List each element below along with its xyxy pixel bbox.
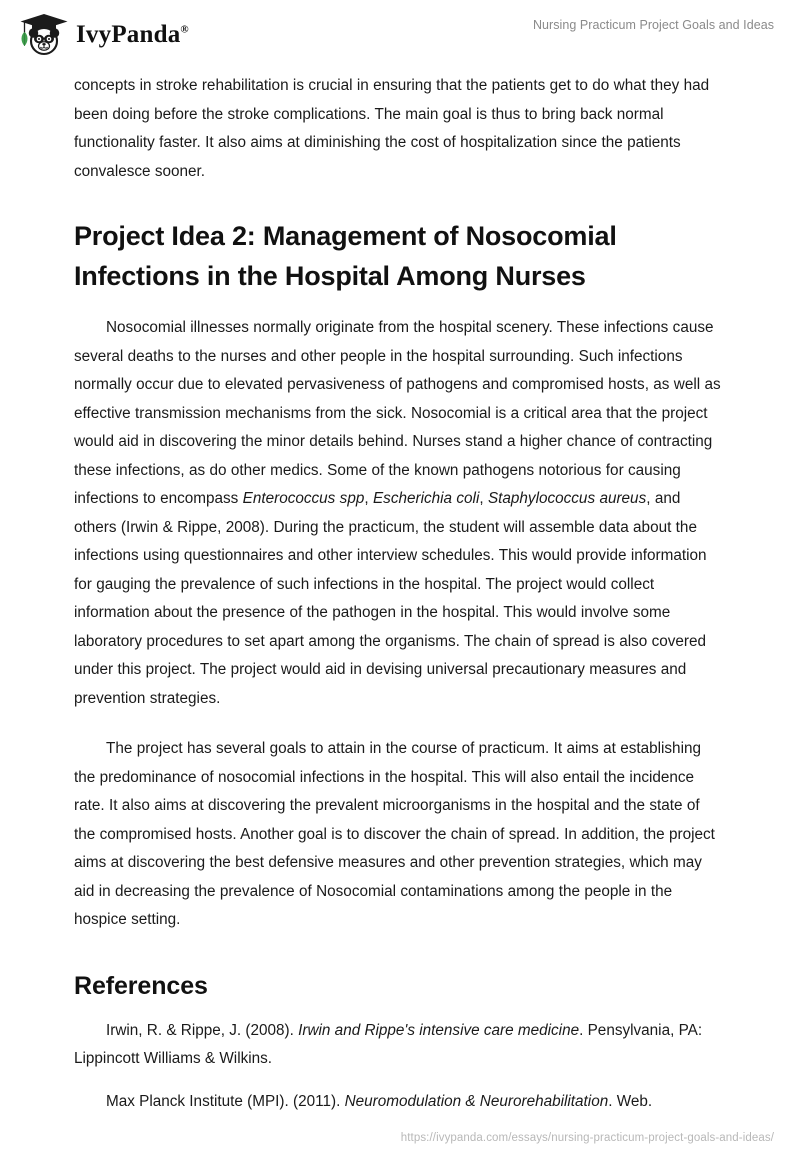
document-content [74,72,724,1130]
registered-mark: ® [180,23,189,36]
brand-name-text: IvyPanda [76,20,181,48]
brand-logo-link[interactable] [18,12,189,56]
continued-paragraph: concepts in stroke rehabilitation is crucial in ensuring that the patients get to do what they had been doing before the stroke complications. The main goal is thus to bring back normal functionality faster. It also aims at diminishing the cost of hospitalization since the patients convalesce sooner. [74,77,710,180]
reference-suffix: . Pensylvania, PA: Lippincott Williams & Wilkins. [74,1021,703,1067]
paragraph-text-part-1: Nosocomial illnesses normally originate from the hospital scenery. These infections cause several deaths to the nurses and other people in the hospital surrounding. Such infections normally occur due to elevated pervasiveness of pathogens and compromised hosts, as well as effective transmission mechanisms from the sick. Nosocomial is a critical area that the project would aid in discovering the minor details behind. Nurses stand a higher chance of contracting these infections, as do other medics. Some of the known pathogens notorious for causing infections to encompass [74,319,721,507]
separator-2: , [479,490,488,507]
paragraph-text-part-2: , and others (Irwin & Rippe, 2008). During the practicum, the student will assemble data about the infections using questionnaires and other interview schedules. This would provide information for gauging the prevalence of such infections in the hospital. The project would collect information about the presence of the pathogen in the hospital. This would involve some laboratory procedures to set apart among the organisms. The chain of spread is also covered under this project. The project would aid in devising universal precautionary measures and prevention strategies. [74,490,707,707]
species-name-staphylococcus: Staphylococcus aureus [487,490,647,507]
reference-entry [74,1017,724,1074]
reference-title: Irwin and Rippe's intensive care medicine [298,1021,580,1039]
separator-1: , [364,490,373,507]
source-url-link[interactable]: https://ivypanda.com/essays/nursing-practicum-project-goals-and-ideas/ [400,1132,774,1144]
page-header [0,0,800,68]
reference-prefix: Irwin, R. & Rippe, J. (2008). [106,1021,299,1039]
page-footer [0,1100,800,1160]
species-name-enterococcus: Enterococcus spp [242,490,365,507]
species-name-escherichia: Escherichia coli [372,490,480,507]
paragraph-nosocomial-overview [74,314,724,713]
reference-title: Neuromodulation & Neurorehabilitation [344,1092,609,1110]
reference-suffix: . Web. [608,1092,653,1110]
reference-prefix: Max Planck Institute (MPI). (2011). [106,1092,345,1110]
document-title-header: Nursing Practicum Project Goals and Ideas [532,18,774,32]
references-heading: References [74,971,208,1000]
brand-name [76,22,189,47]
paragraph-project-goals: The project has several goals to attain in the course of practicum. It aims at establishing the predominance of nosocomial infections in the hospital. This will also entail the incidence rate. It also aims at discovering the prevalent microorganisms in the hospital and the state of the compromised hosts. Another goal is to discover the chain of spread. In addition, the project aims at discovering the best defensive measures and other prevention strategies, which may aid in decreasing the prevalence of Nosocomial contaminations among the people in the hospice setting. [74,740,715,928]
panda-graduation-cap-logo-icon [18,11,70,57]
section-heading-project-idea-2: Project Idea 2: Management of Nosocomial Infections in the Hospital Among Nurses [74,221,617,291]
